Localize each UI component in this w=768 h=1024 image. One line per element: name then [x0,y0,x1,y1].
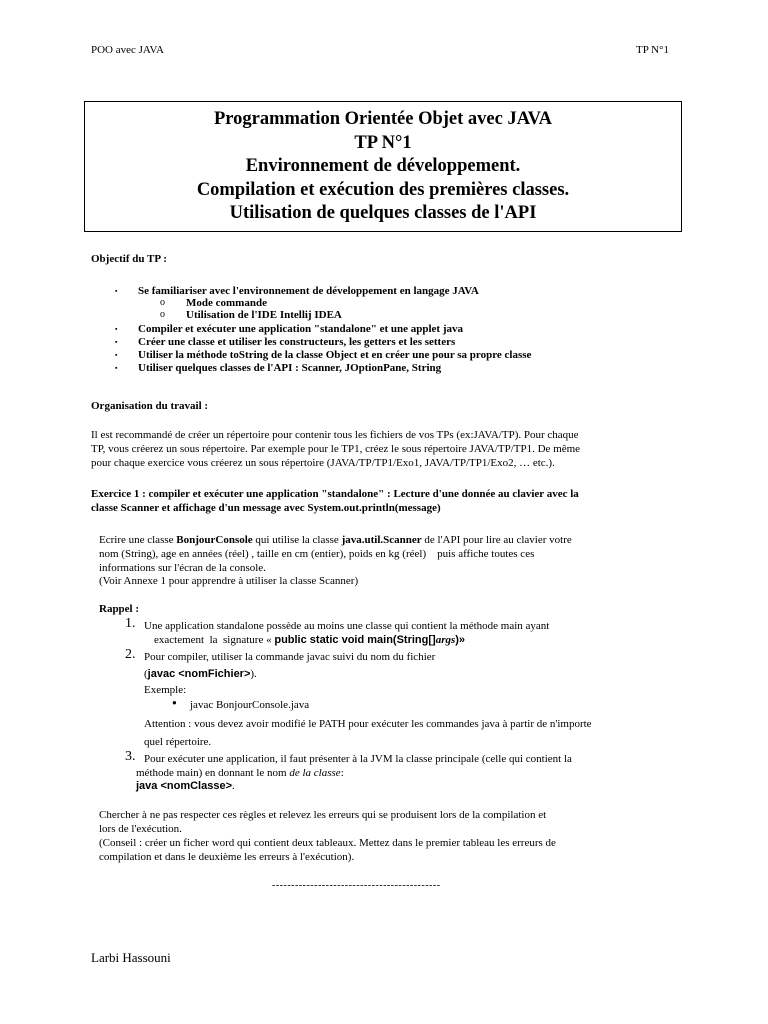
bullet-marker: ▪ [115,338,118,346]
list-item [0,349,768,361]
main-signature-code: public static void main(String[] [274,634,436,646]
item-number: 1. [125,616,136,631]
title-line-2: TP N°1 [354,132,412,153]
rappel-item1-line1: Une application standalone possède au moins une classe qui contient la méthode main ayant [144,620,550,632]
sub-bullet-text: Mode commande [186,297,267,309]
sub-bullet-marker: o [160,309,165,320]
organisation-line-1: Il est recommandé de créer un répertoire pour contenir tous les fichiers de vos TPs (ex:JAVA/TP). Pour chaque [91,429,579,441]
organisation-line-3: pour chaque exercice vous créerez un sous répertoire (JAVA/TP/TP1/Exo1, JAVA/TP/TP1/Exo2, … etc.). [91,457,555,469]
intro-line-2: nom (String), age en années (réel) , taille en cm (entier), poids en kg (réel) puis affiche toutes ces [99,548,535,560]
organisation-line-2: TP, vous créerez un sous répertoire. Par exemple pour le TP1, créez le sous répertoire JAVA/TP/TP1. De même [91,443,581,455]
title-box [84,101,682,232]
javac-code: javac <nomFichier> [147,668,251,680]
bullet-text: Se familiariser avec l'environnement de développement en langage JAVA [138,285,479,297]
footer-author: Larbi Hassouni [91,950,171,965]
separator-line: -------------------------------------------- [272,880,441,891]
exercice-heading-line-1: Exercice 1 : compiler et exécuter une application "standalone" : Lecture d'une donnée au clavier avec la [91,488,579,500]
rappel-attention-line1: Attention : vous devez avoir modifié le PATH pour exécuter les commandes java à partir de n'importe [144,718,592,730]
java-code: java <nomClasse> [136,780,233,792]
item-number: 3. [125,749,136,764]
title-line-3: Environnement de développement. [245,156,521,176]
item-number: 2. [125,647,136,662]
api-class-name: java.util.Scanner [341,534,422,546]
title-line-4: Compilation et exécution des premières classes. [196,179,570,200]
exercice-heading-line-2: classe Scanner et affichage d'un message avec System.out.println(message) [91,502,441,514]
rappel-example-command: javac BonjourConsole.java [190,699,310,711]
bullet-marker: ▪ [115,325,118,333]
list-item [0,285,768,297]
list-item [0,323,768,335]
title-line-5: Utilisation de quelques classes de l'API [229,203,537,223]
list-item [0,309,768,321]
rappel-example-label: Exemple: [144,684,187,696]
closing-line-1: Chercher à ne pas respecter ces règles et relevez les erreurs qui se produisent lors de la compilation et [99,809,547,821]
rappel-attention-line2: quel répertoire. [144,736,212,748]
rappel-item2-line1: Pour compiler, utiliser la commande javac suivi du nom du fichier [144,651,436,663]
rappel-item1-line2: exactement la signature « public static void main(String[]args)» [154,634,466,646]
closing-line-4: compilation et dans le deuxième les erreurs à l'exécution). [99,851,355,863]
sub-bullet-marker: o [160,297,165,308]
intro-line-3: informations sur l'écran de la console. [99,562,266,574]
bullet-text: Utiliser la méthode toString de la classe Object et en créer une pour sa propre classe [138,349,532,361]
rappel-item3-line1: Pour exécuter une application, il faut présenter à la JVM la classe principale (celle qui contient la [144,753,572,765]
organisation-heading: Organisation du travail : [91,400,209,412]
rappel-heading: Rappel : [99,603,140,615]
bullet-text: Utiliser quelques classes de l'API : Scanner, JOptionPane, String [138,362,442,374]
args-text: args [435,634,456,646]
objectif-heading: Objectif du TP : [91,253,167,265]
intro-line-4: (Voir Annexe 1 pour apprendre à utiliser la classe Scanner) [99,575,359,587]
list-item [0,336,768,348]
bullet-marker: ▪ [115,351,118,359]
title-line-1: Programmation Orientée Objet avec JAVA [213,109,553,129]
closing-line-3: (Conseil : créer un ficher word qui contient deux tableaux. Mettez dans le premier tableau les erreurs de [99,837,556,849]
header-left: POO avec JAVA [91,44,164,56]
sub-bullet-text: Utilisation de l'IDE Intellij IDEA [186,309,342,321]
bullet-text: Compiler et exécuter une application "standalone" et une applet java [138,323,463,335]
list-item [0,362,768,374]
intro-line-1: Ecrire une classe BonjourConsole qui utilise la classe java.util.Scanner de l'API pour lire au clavier votre [99,534,572,546]
bullet-marker: ▪ [115,364,118,372]
bullet-marker: ▪ [115,287,118,295]
list-item [0,297,768,309]
rappel-item3-line3: java <nomClasse>. [136,780,235,792]
class-name: BonjourConsole [176,534,253,546]
closing-line-2: lors de l'exécution. [99,823,182,835]
header-right: TP N°1 [636,44,670,56]
rappel-item3-line2: méthode main) en donnant le nom de la classe: [136,767,344,779]
dot-marker: ● [172,698,177,707]
bullet-text: Créer une classe et utiliser les constructeurs, les getters et les setters [138,336,456,348]
rappel-item2-line2: (javac <nomFichier>). [144,668,257,680]
